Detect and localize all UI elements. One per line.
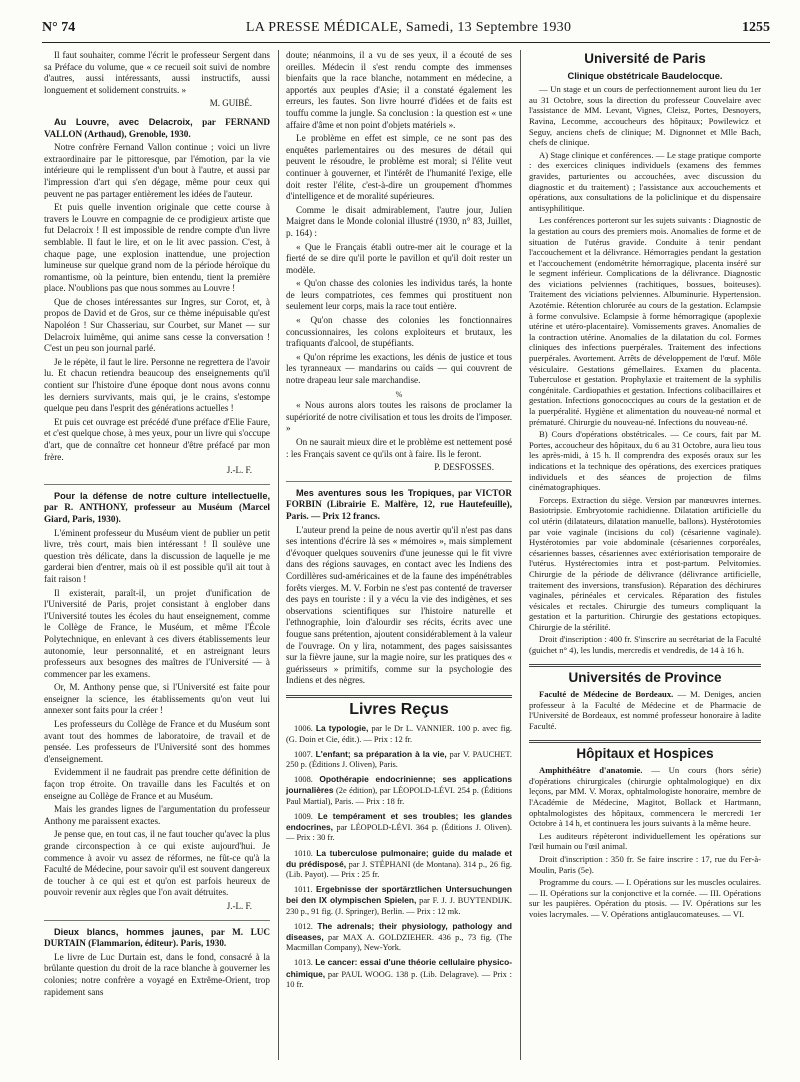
entry-number: 1011. <box>294 885 313 895</box>
notice-paragraph <box>529 689 761 731</box>
entry-details: par J. STÉPHANI (de Montana). 314 p., 26 fig. (Lib. Payot). — Prix : 25 fr. <box>286 859 512 879</box>
review-paragraph: L'auteur prend la peine de nous avertir qu'il n'est pas dans ses intentions d'écrire là ses « mémoires », mais simplement d'évoquer quelques souvenirs d'une jeunesse qui le fit vivre dans des régions sauvages, en contact avec les Indiens des Cordillères sud-américaines et de la faune des impénétrables forêts vierges. M. V. Forbin ne s'est pas contenté de traverser des pays en touriste : il y a vécu la vie des indigènes, et ses observations scientifiques sur l'histoire naturelle et l'ethnographie, loin d'alourdir ses récits, écrits avec une fougue sans prétention, ajoutent considérablement à la valeur de l'ouvrage. On y lira, notamment, des pages saisissantes sur la fièvre jaune, sur la magie noire, sur les pratiques des « guérisseurs » primitifs, comme sur la psychologie des Indiens et des nègres. <box>286 524 512 686</box>
entry-number: 1009. <box>294 811 313 821</box>
entry-title: Opothérapie endocrinienne; ses applications journalières <box>286 774 513 796</box>
review-paragraph: Le problème en effet est simple, ce ne sont pas des enquêtes parlementaires ou des mesures de détail qui peuvent le résoudre, le problème est moral; si l'élite veut continuer à gouverner, et l'intérêt de l'humanité l'exige, elle doit rester l'élite, c'est-à-dire un groupement d'hommes d'intelligence et de moralité supérieures. <box>286 133 512 202</box>
signature: P. DESFOSSES. <box>434 462 494 473</box>
notice-paragraph: Les conférences porteront sur les sujets suivants : Diagnostic de la gestation au cours des premiers mois. Anomalies de forme et de situation de l'utérus gravide. Conduite à tenir pendant l'accouchement et la délivrance. Hémorragies pendant la gestation et l'accouchement (endométrite hémorragique, placenta inséré sur le segment inférieur. Complications de la délivrance. Diagnostic des viciations pelviennes (rachitiques, bossues, boiteuses). Traitement des viciations pelviennes. Albuminurie. Hypertension. Azotémie. Rétention chlorurée au cours de la gestation. Eclampsie à forme convulsive. Eclampsie à forme hémorragique (apoplexie utérine et utéro-placentaire). Vomissements graves. Anomalies de la contraction utérine. Anomalies de la dilatation du col. Formes cliniques des infections puerpérales. Traitement des infections puerpérales. Avortement. Arrêts de développement de l'œuf. Môle vésiculaire. Gestations gémellaires. Examen du placenta. Tuberculose et gestation. Prophylaxie et traitement de la syphilis congénitale. Cardiopathies et gestation. Infections colibacillaires et gestation. Infections gonococciques au cours de la gestation et de la puerpéralité. Hygiène et alimentation du nouveau-né normal et prématuré. Chirurgie du nouveau-né. Infections du nouveau-né. <box>529 215 761 427</box>
entry-number: 1008. <box>294 775 313 785</box>
book-entry <box>286 774 512 807</box>
book-title: Au Louvre, avec Delacroix, <box>54 116 193 127</box>
signature: J.-L. F. <box>226 465 252 476</box>
entry-title: L'enfant; sa préparation à la vie, <box>315 748 447 759</box>
entry-number: 1012. <box>294 921 313 931</box>
entry-details: par PAUL WOOG. 138 p. (Lib. Delagrave). — Prix : 10 fr. <box>286 969 512 989</box>
intro-paragraph: Il faut souhaiter, comme l'écrit le professeur Sergent dans sa Préface du volume, que « ce recueil soit suivi de nombre d'autres, aussi intéressants, aussi instructifs, aussi longuement et solidement construits. » <box>44 50 270 95</box>
review-paragraph: Je pense que, en tout cas, il ne faut toucher qu'avec la plus grande circonspection à ce qui existe aujourd'hui. Je commence à avoir vu assez de réformes, ne fût-ce qu'à la Faculté de Médecine, pour savoir qu'il est souvent dangereux de toucher à ce qui est et qu'on est parfois heureux de pouvoir revenir aux règles que l'on avait détruites. <box>44 829 270 898</box>
review-paragraph: Il existerait, paraît-il, un projet d'unification de l'Université de Paris, projet consistant à englober dans l'Université toutes les écoles du haut enseignement, comme le Collège de France, le Muséum, et même l'École Polytechnique, en enlevant à ces divers établissements leur autonomie, leur personnalité, et en astreignant leurs professeurs aux besognes des maîtres de l'Université — à commencer par les examens. <box>44 587 270 679</box>
notice-paragraph: Les auditeurs répèteront individuellement les opérations sur l'œil humain ou l'œil animal. <box>529 830 761 852</box>
column-2 <box>286 50 512 994</box>
entry-title: Le cancer: essai d'une théorie cellulaire physico-chimique, <box>286 957 512 979</box>
entry-number: 1013. <box>294 958 313 968</box>
subsection-heading: Clinique obstétricale Baudelocque. <box>567 70 723 81</box>
quote-paragraph: « Nous aurons alors toutes les raisons de proclamer la supériorité de notre civilisation et tous les droits de l'imposer. » <box>286 400 512 434</box>
notice-text: — M. Deniges, ancien professeur à la Faculté de Médecine et de Pharmacie de l'Université de Bordeaux, est nommé professeur honoraire à ladite Faculté. <box>529 689 762 732</box>
quote-paragraph: « Que le Français établi outre-mer ait le courage et la fierté de se dire qu'il porte le pavillon et qu'il doit rester un modèle. <box>286 241 512 275</box>
entry-details: (2e édition), par LÉOPOLD-LÉVI. 254 p. (Éditions Paul Martial), Paris. — Prix : 18 fr. <box>286 786 513 806</box>
notice-text: — Un cours (hors série) d'opérations chirurgicales (chirurgie ophtalmologique) en dix leçons, par MM. V. Morax, ophtalmologiste honoraire, membre de l'Académie de Médecine, Magitot, Bollack et Hartmann, ophtalmologistes des hôpitaux, commencera le mercredi 1er Octobre à 14 h, et continuera les jours suivants à la même heure. <box>529 765 761 829</box>
quote-paragraph: « Qu'on chasse des colonies les individus tarés, la honte de leurs compatriotes, ces femmes qui prostituent non seulement leur corps, mais la race tout entière. <box>286 278 512 312</box>
review-paragraph: Je le répète, il faut le lire. Personne ne regrettera de l'avoir lu. Et chacun retiendra beaucoup des enseignements qu'il contient sur l'histoire d'une époque dont nous avons connu les derniers survivants, mais qui, je le crains, s'estompe quelque peu dans l'esprit des générations actuelles ! <box>44 356 270 414</box>
signature: J.-L. F. <box>226 900 252 911</box>
separator <box>44 484 270 485</box>
print-mark: % <box>395 389 403 399</box>
separator <box>44 920 270 921</box>
page-header <box>42 20 770 43</box>
section-rule <box>529 664 761 667</box>
review-paragraph: Et puis cet ouvrage est précédé d'une préface d'Elie Faure, et c'est quelque chose, à mes yeux, pour un livre qui s'occupe d'art, que de connaître cet honneur d'être préfacé par mon frère. <box>44 416 270 462</box>
review-heading <box>44 117 270 140</box>
review-paragraph: Le livre de Luc Durtain est, dans le fond, consacré à la brûlante question du droit de la race blanche à gouverner les colonies; notre confrère a voyagé en Extrême-Orient, trop rapidement sans <box>44 951 270 997</box>
entry-title: La typologie, <box>315 723 369 734</box>
entry-details: par LÉOPOLD-LÉVI. 364 p. (Éditions J. Oliven). — Prix : 30 fr. <box>286 823 512 843</box>
notice-title: Faculté de Médecine de Bordeaux. <box>539 689 674 700</box>
section-heading-universite-paris: Université de Paris <box>584 51 706 66</box>
entry-number: 1006. <box>294 724 313 734</box>
page-number: 1255 <box>741 20 770 35</box>
review-heading <box>286 488 512 523</box>
entry-details: par F. J. J. BUYTENDIJK. 230 p., 91 fig. (J. Springer), Berlin. — Prix : 12 mk. <box>286 896 512 916</box>
review-paragraph: Les professeurs du Collège de France et du Muséum sont avant tout des hommes de laboratoire, de travail et de pensée. Les professeurs de l'Université sont des hommes d'enseignement. <box>44 719 270 764</box>
section-heading-universites-province: Universités de Province <box>568 669 722 685</box>
section-rule <box>286 695 512 698</box>
entry-title: The adrenals; their physiology, pathology and diseases, <box>286 920 512 942</box>
book-title: Dieux blancs, hommes jaunes, <box>54 926 204 937</box>
column-3 <box>529 50 761 922</box>
book-entry <box>286 811 512 844</box>
entry-details: par V. PAUCHET. 250 p. (Éditions J. Oliven), Paris. <box>286 749 512 770</box>
book-reference: par VICTOR FORBIN (Librairie E. Malfère, 12, rue Hautefeuille), Paris. — Prix 12 francs. <box>286 487 512 521</box>
book-reference: par M. LUC DURTAIN (Flammarion, éditeur). Paris, 1930. <box>44 926 271 949</box>
entry-number: 1007. <box>294 749 313 759</box>
notice-paragraph: Droit d'inscription : 400 fr. S'inscrire au secrétariat de la Faculté (guichet n° 4), les lundis, mercredis et vendredis, de 14 à 16 h. <box>529 634 761 656</box>
review-paragraph: doute; néanmoins, il a vu de ses yeux, il a écouté de ses oreilles. Médecin il s'est rendu compte des immenses bienfaits que la race blanche, notamment en médecine, a apportés aux peuples d'Asie; il a constaté également les erreurs, les fautes. Son livre hourré d'idées et de faits est touffu comme la jungle. Sa conclusion : la question est « une affaire d'âme et non point d'objets matériels ». <box>286 50 512 130</box>
entry-details: par MAX A. GOLDZIEHER. 436 p., 73 fig. (The Macmillan Company), New-York. <box>286 932 513 953</box>
entry-title: Le tempérament et ses troubles; les glandes endocrines, <box>286 810 512 833</box>
review-paragraph: Comme le disait admirablement, l'autre jour, Julien Maigret dans le Monde colonial illustré (1930, n° 83, Juillet, p. 164) : <box>286 204 512 238</box>
section-heading-livres-recus: Livres Reçus <box>349 700 449 718</box>
quote-paragraph: « Qu'on chasse des colonies les fonctionnaires concussionnaires, les colons exploiteurs et brutaux, les trafiquants d'alcool, de stupéfiants. <box>286 315 512 349</box>
book-entry <box>286 848 512 881</box>
notice-paragraph: Forceps. Extraction du siège. Version par manœuvres internes. Basiotripsie. Embryotomie rachidienne. Dilatation artificielle du col utérin (dilatateurs, dilatation manuelle, ballons). Hystérotomies par voie vaginale (incisions du col) (césarienne vaginale). Hystérotomies par voie abdominale (césariennes corporéales, césariennes basses, césariennes avec extériorisation temporaire de l'utérus. Hystérectomies intra et post-partum. Pelvitomies. Chirurgie de la période de délivrance (délivrance artificielle, traitement des inversions, transfusion). Réparation des déchirures vaginales, périnéales et cervicales. Réparation des fistules vésicales et rectales. Chirurgie des tumeurs compliquant la gestation et la parturition. Chirurgie des gestations ectopiques. Chirurgie de la stérilité. <box>529 494 761 632</box>
book-reference: par R. ANTHONY, professeur au Muséum (Marcel Giard, Paris, 1930). <box>44 502 270 524</box>
book-entry <box>286 749 512 770</box>
signature: M. GUIBÉ. <box>209 98 252 109</box>
column-1 <box>44 50 270 1000</box>
review-paragraph: Or, M. Anthony pense que, si l'Université est faite pour enseigner la science, les établissements qu'on veut lui annexer sont faits pour la créer ! <box>44 682 270 716</box>
review-paragraph: On ne saurait mieux dire et le problème est nettement posé : les Français savent ce qu'ils ont à faire. Ils le feront. <box>286 437 512 459</box>
notice-paragraph: A) Stage clinique et conférences. — Le stage pratique comporte : des exercices cliniques individuels (examens des femmes gravides, parturientes ou accouchées, avec discussion du diagnostic et du traitement) ; l'assistance aux accouchements et opérations, aux consultations de la policlinique et du dispensaire antisyphilitique. <box>529 149 761 213</box>
column-divider <box>278 50 279 1060</box>
book-title: Pour la défense de notre culture intellectuelle, <box>54 490 270 501</box>
notice-paragraph: Programme du cours. — I. Opérations sur les muscles oculaires. — II. Opérations sur la conjonctive et la cornée. — III. Opérations sur les paupières. Opération du ptosis. — IV. Opérations sur les voies lacrymales. — V. Opérations antiglaucomateuses. — VI. <box>529 877 761 919</box>
notice-paragraph: — Un stage et un cours de perfectionnement auront lieu du 1er au 31 Octobre, sous la direction du professeur Couvelaire avec l'assistance de MM. Levant, Vignes, Cleisz, Portes, Desnoyers, Ravina, Lecomme, accoucheurs des hôpitaux; Powilewicz et Seguy, anciens chefs de clinique; M. Dignonnet et Mlle Bach, chefs de clinique. <box>529 84 761 148</box>
review-paragraph: Evidemment il ne faudrait pas prendre cette définition de façon trop étroite. On travaille dans les Facultés et on enseigne au Collège de France et au Muséum. <box>44 767 270 801</box>
review-paragraph: Que de choses intéressantes sur Ingres, sur Corot, et, à propos de David et de Gros, sur ce thème inépuisable qu'est Napoléon ! Sur Chasseriau, sur Courbet, sur Manet — sur Delacroix luimême, qui anime sans cesse la conversation ! C'est un peu son journal parlé. <box>44 296 270 354</box>
notice-paragraph: B) Cours d'opérations obstétricales. — Ce cours, fait par M. Portes, accoucheur des hôpitaux, du 6 au 31 Octobre, aura lieu tous les après-midi, à 15 h. Il comprendra des exposés oraux sur les indications et la technique des opérations, des exercices pratiques individuels et des séances de projection de films cinématographiques. <box>529 429 761 493</box>
separator <box>286 481 512 482</box>
review-paragraph: L'éminent professeur du Muséum vient de publier un petit livre, très court, mais bien intéressant ! Il soulève une question très délicate, dans la discussion de laquelle je me garderai bien d'entrer, mais où il est possible qu'il ait tout à fait raison ! <box>44 527 270 584</box>
review-paragraph: Notre confrère Fernand Vallon continue ; voici un livre extraordinaire par le pittoresque, par l'émotion, par la vie intérieure qui le remplissent d'un bout à l'autre, et aussi par l'impression d'art qui s'en dégage, même pour ceux qui peuvent ne pas partager entièrement les idées de l'auteur. <box>44 142 270 199</box>
column-divider <box>520 50 521 1060</box>
book-title: Mes aventures sous les Tropiques, <box>296 487 455 498</box>
entry-title: La tuberculose pulmonaire; guide du malade et du prédisposé, <box>286 847 512 869</box>
issue-number: N° 74 <box>42 20 76 35</box>
entry-number: 1010. <box>294 848 313 858</box>
review-heading <box>44 491 270 526</box>
section-rule <box>529 740 761 743</box>
review-paragraph: Et puis quelle invention originale que cette course à travers le Louvre en compagnie de ce prodigieux artiste que fut Delacroix ! Il est impossible de rendre compte d'un livre semblable. Il faut le lire, et on le lit avec passion. C'est, à chaque page, une explosion inattendue, une projection lumineuse sur quelque grand nom de la période héroïque du romantisme, où la peinture, bien entendu, tient la première place. N'oublions pas que nous sommes au Louvre ! <box>44 202 270 294</box>
book-entry <box>286 723 512 744</box>
book-entry <box>286 884 512 917</box>
review-heading <box>44 927 270 950</box>
book-reference: par FERNAND VALLON (Arthaud), Grenoble, 1930. <box>44 116 271 139</box>
entry-title: Ergebnisse der sportärztlichen Untersuchungen bei den IX olympischen Spielen, <box>286 884 512 906</box>
book-entry <box>286 957 512 990</box>
review-paragraph: Mais les grandes lignes de l'argumentation du professeur Anthony me paraissent exactes. <box>44 804 270 826</box>
notice-title: Amphithéâtre d'anatomie. <box>539 765 643 776</box>
journal-title: LA PRESSE MÉDICALE, Samedi, 13 Septembre 1930 <box>245 20 572 35</box>
entry-details: par le Dr L. VANNIER. 100 p. avec fig. (G. Doin et Cie, édit.). — Prix : 12 fr. <box>286 724 513 744</box>
notice-paragraph: Droit d'inscription : 350 fr. Se faire inscrire : 17, rue du Fer-à-Moulin, Paris (5e). <box>529 853 761 875</box>
quote-paragraph: « Qu'on réprime les exactions, les dénis de justice et tous les tyranneaux — mandarins ou caïds — qui couvrent de notre drapeau leur sale marchandise. <box>286 351 512 386</box>
book-entry <box>286 921 512 954</box>
section-heading-hopitaux: Hôpitaux et Hospices <box>576 745 714 761</box>
notice-paragraph <box>529 765 761 829</box>
